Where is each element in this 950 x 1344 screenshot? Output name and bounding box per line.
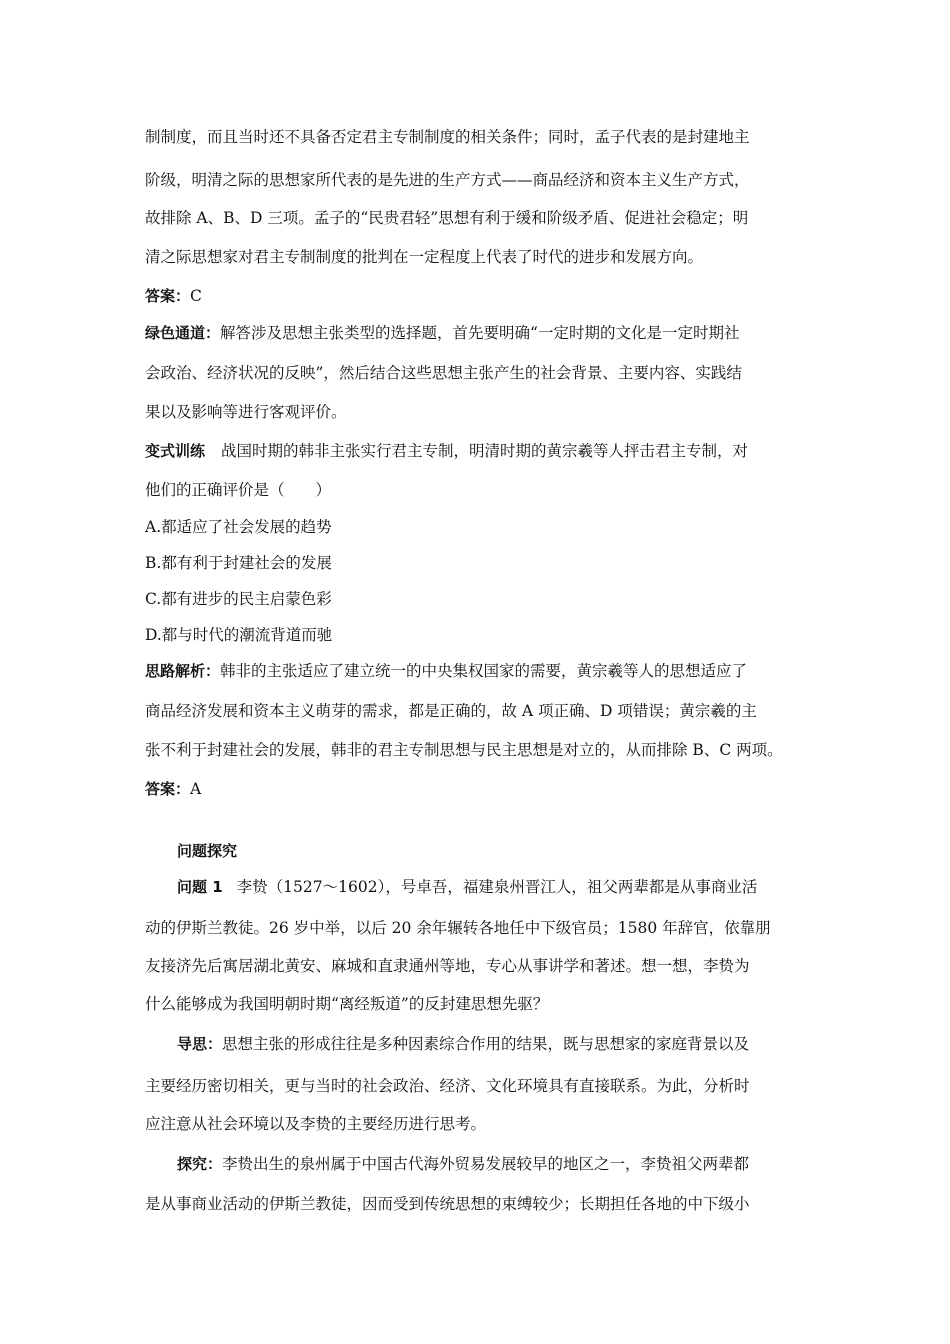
variant-question-line — [145, 441, 825, 461]
analysis-text: 韩非的主张适应了建立统一的中央集权国家的需要，黄宗羲等人的思想适应了 — [220, 662, 748, 680]
option-d: D.都与时代的潮流背道而驰 — [145, 626, 333, 644]
answer-value: C — [190, 287, 202, 305]
explore-line — [177, 1154, 857, 1174]
paragraph-line: 清之际思想家对君主专制制度的批判在一定程度上代表了时代的进步和发展方向。 — [145, 248, 704, 266]
paragraph-line: 故排除 A、B、D 三项。孟子的“民贵君轻”思想有利于缓和阶级矛盾、促进社会稳定；明 — [145, 209, 749, 227]
paragraph-line: 商品经济发展和资本主义萌芽的需求，都是正确的，故 A 项正确、D 项错误；黄宗羲的主 — [145, 702, 757, 720]
paragraph-line: 果以及影响等进行客观评价。 — [145, 403, 347, 421]
paragraph-line: 制制度，而且当时还不具备否定君主专制制度的相关条件；同时，孟子代表的是封建地主 — [145, 128, 750, 146]
paragraph-line: 什么能够成为我国明朝时期“离经叛道”的反封建思想先驱？ — [145, 995, 549, 1013]
answer-label: 答案： — [145, 780, 191, 798]
variant-text: 战国时期的韩非主张实行君主专制，明清时期的黄宗羲等人抨击君主专制，对 — [221, 442, 749, 460]
question-label: 问题 1 — [177, 878, 223, 896]
answer-line — [145, 286, 825, 306]
paragraph-line: 动的伊斯兰教徒。26 岁中举，以后 20 余年辗转各地任中下级官员；1580 年辞官，依靠朋 — [145, 919, 771, 937]
explore-label: 探究： — [177, 1155, 223, 1173]
variant-label: 变式训练 — [145, 442, 206, 460]
green-channel-text: 解答涉及思想主张类型的选择题，首先要明确“一定时期的文化是一定时期社 — [220, 324, 740, 342]
guide-label: 导思： — [177, 1035, 223, 1053]
paragraph-line: 友接济先后寓居湖北黄安、麻城和直隶通州等地，专心从事讲学和著述。想一想，李贽为 — [145, 957, 750, 975]
paragraph-line: 他们的正确评价是（ ） — [145, 481, 332, 499]
paragraph-line: 会政治、经济状况的反映”，然后结合这些思想主张产生的社会背景、主要内容、实践结 — [145, 364, 742, 382]
paragraph-line: 张不利于封建社会的发展，韩非的君主专制思想与民主思想是对立的，从而排除 B、C 两项。 — [145, 741, 783, 759]
answer-value: A — [190, 780, 202, 798]
section-heading: 问题探究 — [177, 842, 238, 860]
explore-text: 李贽出生的泉州属于中国古代海外贸易发展较早的地区之一，李贽祖父两辈都 — [222, 1155, 750, 1173]
answer-line — [145, 779, 825, 799]
answer-label: 答案： — [145, 287, 191, 305]
paragraph-line: 主要经历密切相关，更与当时的社会政治、经济、文化环境具有直接联系。为此，分析时 — [145, 1077, 750, 1095]
guide-text: 思想主张的形成往往是多种因素综合作用的结果，既与思想家的家庭背景以及 — [222, 1035, 750, 1053]
option-c: C.都有进步的民主启蒙色彩 — [145, 590, 332, 608]
analysis-label: 思路解析： — [145, 662, 221, 680]
question-line — [177, 877, 857, 897]
guide-line — [177, 1034, 857, 1054]
paragraph-line: 阶级，明清之际的思想家所代表的是先进的生产方式——商品经济和资本主义生产方式， — [145, 171, 750, 189]
paragraph-line: 是从事商业活动的伊斯兰教徒，因而受到传统思想的束缚较少；长期担任各地的中下级小 — [145, 1195, 750, 1213]
green-channel-line — [145, 323, 825, 343]
analysis-line — [145, 661, 825, 681]
option-a: A.都适应了社会发展的趋势 — [145, 518, 332, 536]
green-channel-label: 绿色通道： — [145, 324, 221, 342]
paragraph-line: 应注意从社会环境以及李贽的主要经历进行思考。 — [145, 1115, 487, 1133]
option-b: B.都有利于封建社会的发展 — [145, 554, 332, 572]
question-text: 李贽（1527～1602），号卓吾，福建泉州晋江人，祖父两辈都是从事商业活 — [236, 878, 758, 896]
